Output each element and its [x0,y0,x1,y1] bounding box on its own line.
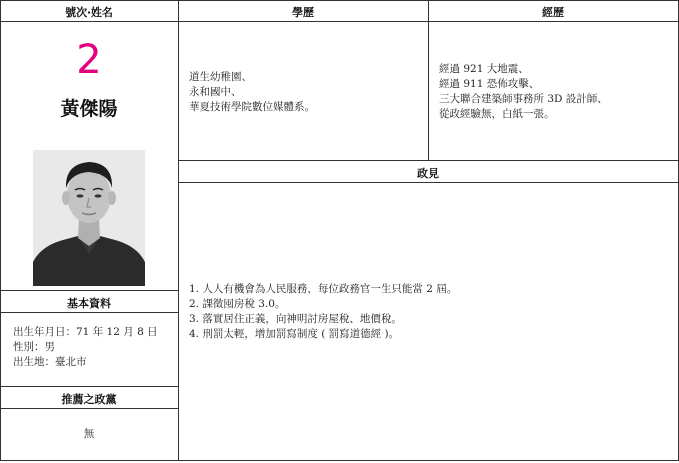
education-item: 華夏技術學院數位媒體系。 [189,101,315,113]
header-number-name: 號次‧姓名 [65,6,113,19]
portrait-illustration [33,150,145,286]
header-education: 學歷 [292,6,314,19]
platform-item: 3. 落實居住正義，向神明討房屋稅、地價稅。 [189,313,402,325]
candidate-number: 2 [76,37,102,83]
education-item: 道生幼稚園、 [189,71,252,83]
rule-platform-header [178,182,679,183]
header-experience: 經歷 [542,6,564,19]
platform-item: 2. 課徵囤房稅 3.0。 [189,298,286,310]
experience-list [439,62,608,122]
education-item: 永和國中、 [189,86,242,98]
header-party: 推薦之政黨 [61,393,117,406]
experience-item: 從政經驗無，白紙一張。 [439,108,555,120]
education-list [189,70,315,115]
platform-item: 4. 刑罰太輕，增加罰寫制度 ( 罰寫道德經 )。 [189,328,400,340]
rule-party-top [0,386,178,387]
gender: 性別：男 [13,341,55,353]
basic-info-list [13,325,158,370]
rule-col1 [178,0,179,461]
platform-list [189,282,457,342]
header-basic-info: 基本資料 [67,297,111,310]
header-platform: 政見 [417,167,439,180]
rule-bottom [0,460,679,461]
experience-item: 經過 921 大地震、 [439,63,529,75]
candidate-photo [33,150,145,286]
rule-top [0,0,679,1]
rule-party-header [0,408,178,409]
birth-date: 出生年月日：71 年 12 月 8 日 [13,326,158,338]
platform-item: 1. 人人有機會為人民服務，每位政務官一生只能當 2 屆。 [189,283,458,295]
experience-item: 經過 911 恐佈攻擊、 [439,78,540,90]
rule-basic-top [0,290,178,291]
rule-col2 [428,0,429,161]
rule-basic-header [0,312,178,313]
rule-header [0,21,679,22]
experience-item: 三大聯合建築師事務所 3D 設計師、 [439,93,608,105]
candidate-name: 黃傑陽 [60,98,118,120]
birthplace: 出生地：臺北市 [13,356,87,368]
party-value: 無 [83,428,95,440]
